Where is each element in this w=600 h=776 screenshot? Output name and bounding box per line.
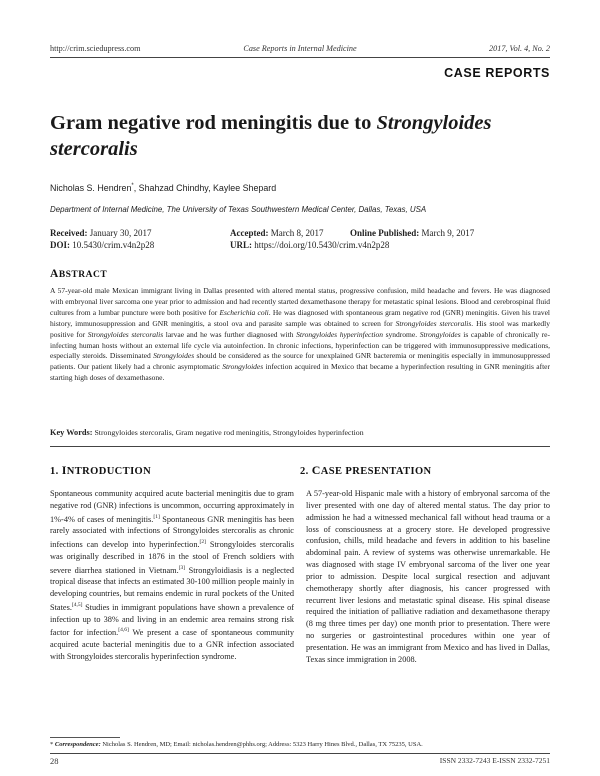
abstract-text: A 57-year-old male Mexican immigrant living in Dallas presented with altered mental status, progressive confusion, mild headache and fevers. He was diagnosed with embryonal liver sarcoma one year prior to admission and had recently started dexamethasone therapy for metastatic spinal lesions. Blood and cerebrospinal fluid cultures from a lumbar puncture were both positive for Escherichia coli. He was diagnosed with spontaneous gram negative rod (GNR) meningitis. Given his travel history, immunosuppression and GNR meningitis, a stool ova and parasite sample was obtained to screen for Strongyloides stercoralis. His stool was markedly positive for Strongyloides stercoralis larvae and he was further diagnosed with Strongyloides hyperinfection syndrome. Strongyloides is capable of chronically re-infecting human hosts without an external life cycle via autoinfection. In chronic infections, hyperinfection can be triggered with immunosuppressive medications, especially steroids. Disseminated Strongyloides should be considered as the source for unexplained GNR bacteremia or meningitis especially in immunosuppressed patients. Our patient likely had a chronic asymptomatic Strongyloides infection acquired in Mexico that became a hyperinfection resulting in GNR meningitis after starting high doses of dexamethasone. bbox=[50, 286, 551, 383]
introduction-text: Spontaneous community acquired acute bacterial meningitis due to gram negative rod (GNR) infections is uncommon, occurring approximately in 1%-4% of cases of meningitis.[1] Spontaneous GNR meningitis has been rarely associated with infections of Strongyloides stercoralis as chronic infections can develop into hyperinfection.[2] Strongyloides stercoralis was originally described in 1876 in the stool of French soldiers with severe diarrhea stationed in Vietnam.[3] Strongyloidiasis is a neglected tropical disease that infects an estimated 30-100 million people mainly in developing countries, but remains endemic in rural pockets of the United States.[4,5] Studies in immigrant populations have shown a prevalence of infection up to 38% and living in an endemic area remains strong risk factor for infection.[4,6] We present a case of spontaneous community acquired acute bacterial meningitis due to a GNR infection associated with Strongyloides stercoralis hyperinfection syndrome. bbox=[50, 489, 294, 661]
keywords: Key Words: Strongyloides stercoralis, Gram negative rod meningitis, Strongyloides hyperinfection bbox=[50, 428, 364, 437]
affiliation: Department of Internal Medicine, The University of Texas Southwestern Medical Center, Dallas, Texas, USA bbox=[50, 205, 427, 214]
volume-info: 2017, Vol. 4, No. 2 bbox=[489, 44, 550, 53]
correspondence-footnote: * Correspondence: Nicholas S. Hendren, MD; Email: nicholas.hendren@phhs.org; Address: 5323 Harry Hines Blvd., Dallas, TX 75235, USA. bbox=[50, 741, 423, 748]
author-list: Nicholas S. Hendren*, Shahzad Chindhy, Kaylee Shepard bbox=[50, 183, 277, 193]
footer-rule bbox=[50, 753, 550, 754]
section-type-label: CASE REPORTS bbox=[444, 66, 550, 80]
citation-ref[interactable]: [1] bbox=[153, 513, 160, 520]
citation-ref[interactable]: [2] bbox=[199, 539, 206, 546]
running-header bbox=[50, 44, 550, 58]
introduction-heading: 1. INTRODUCTION bbox=[50, 463, 152, 477]
journal-name: Case Reports in Internal Medicine bbox=[243, 44, 357, 53]
header-rule bbox=[50, 57, 550, 58]
corresponding-author-mark: * bbox=[131, 183, 134, 190]
doi-url-link[interactable]: https://doi.org/10.5430/crim.v4n2p28 bbox=[254, 240, 390, 250]
journal-url[interactable]: http://crim.sciedupress.com bbox=[50, 44, 141, 53]
abstract-heading: ABSTRACT bbox=[50, 268, 108, 280]
citation-ref[interactable]: [4,5] bbox=[71, 601, 83, 608]
issn-info: ISSN 2332-7243 E-ISSN 2332-7251 bbox=[439, 756, 550, 765]
doi-link[interactable]: 10.5430/crim.v4n2p28 bbox=[72, 240, 155, 250]
footnote-rule bbox=[50, 737, 120, 738]
article-title: Gram negative rod meningitis due to Strongyloides stercoralis bbox=[50, 112, 492, 160]
case-presentation-text: A 57-year-old Hispanic male with a history of embryonal sarcoma of the liver presented with one day of altered mental status. The day prior to admission he had a witnessed mechanical fall without head trauma or a loss of consciousness at a grocery store. He developed progressive confusion, chills, mild headache and fevers in addition to his baseline abdominal pain. A review of systems was otherwise unremarkable. He was diagnosed with stage IV embryonal sarcoma of the liver one year prior to admission. Despite local surgical resection and adjuvant chemotherapy shortly after diagnosis, his cancer progressed with recurrent liver lesions and metastatic spinal disease. His spinal disease required the initiation of palliative radiation and dexamethasone therapy (8 mg three times per day) one month prior to presentation. There were no surgeries or gastrointestinal procedures within one year of presentation. He was an immigrant from Mexico and has lived in Dallas, Texas since immigration in 2008. bbox=[306, 489, 550, 664]
citation-ref[interactable]: [3] bbox=[178, 564, 186, 571]
citation-ref[interactable]: [4,6] bbox=[118, 627, 129, 634]
case-presentation-heading: 2. CASE PRESENTATION bbox=[300, 463, 432, 477]
keywords-rule bbox=[50, 446, 550, 447]
page-number: 28 bbox=[50, 756, 59, 766]
